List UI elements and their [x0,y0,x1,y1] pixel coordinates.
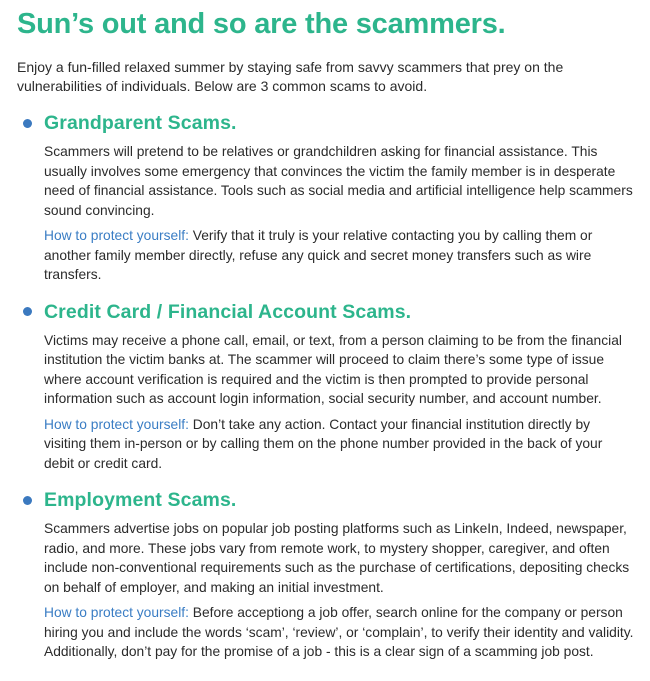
protect-text: Verify that it truly is your relative contacting you by calling them or another family member directly, refuse any quick and secret money transfers such as wire transfers. [44,228,593,282]
section-employment-scams [17,485,636,662]
protect-advice [44,603,636,662]
section-description: Victims may receive a phone call, email, or text, from a person claiming to be from the financial institution the victim banks at. The scammer will proceed to claim there’s some type of issue where account verification is required and the victim is then prompted to provide personal information such as account login information, social security number, and account number. [44,332,622,406]
page-title: Sun’s out and so are the scammers. [17,8,506,40]
bullet-icon [23,496,32,505]
section-heading [17,485,636,515]
protect-text: Don’t take any action. Contact your financial institution directly by visiting them in-person or by calling them on the phone number provided in the back of your debit or credit card. [44,416,603,471]
protect-text: Before acceptiong a job offer, search online for the company or person hiring you and include the words ‘scam’, ‘review’, or ‘complain’, to verify their identity and validity. Additionally, don’t pay for the promise of a job - this is a clear sign of a scamming job post. [44,605,634,659]
protect-label: How to protect yourself: [44,605,189,620]
section-description: Scammers advertise jobs on popular job posting platforms such as LinkeIn, Indeed, newspaper, radio, and more. These jobs vary from remote work, to mystery shopper, caregiver, and often include non-conventional requirements such as the purchase of certifications, depositing checks on behalf of employer, and making an initial investment. [44,521,630,595]
section-title: Credit Card / Financial Account Scams. [44,300,412,323]
section-body [44,331,636,474]
section-heading [17,108,636,138]
bullet-icon [23,119,32,128]
section-credit-card-scams [17,297,636,474]
section-description: Scammers will pretend to be relatives or grandchildren asking for financial assistance. This usually involves some emergency that convinces the victim the family member is in desperate need of financial assistance. Tools such as social media and artificial intelligence help scammers sound convincing. [44,144,633,218]
bullet-icon [23,307,32,316]
section-body [44,519,636,662]
protect-advice [44,226,636,285]
section-body [44,142,636,285]
section-heading [17,297,636,327]
protect-advice [44,415,636,474]
protect-label: How to protect yourself: [44,416,189,432]
section-title: Grandparent Scams. [44,112,237,134]
section-grandparent-scams [17,108,636,285]
section-title: Employment Scams. [44,489,237,511]
protect-label: How to protect yourself: [44,228,189,243]
intro-paragraph: Enjoy a fun-filled relaxed summer by staying safe from savvy scammers that prey on the vulnerabilities of individuals. Below are 3 common scams to avoid. [17,59,564,94]
